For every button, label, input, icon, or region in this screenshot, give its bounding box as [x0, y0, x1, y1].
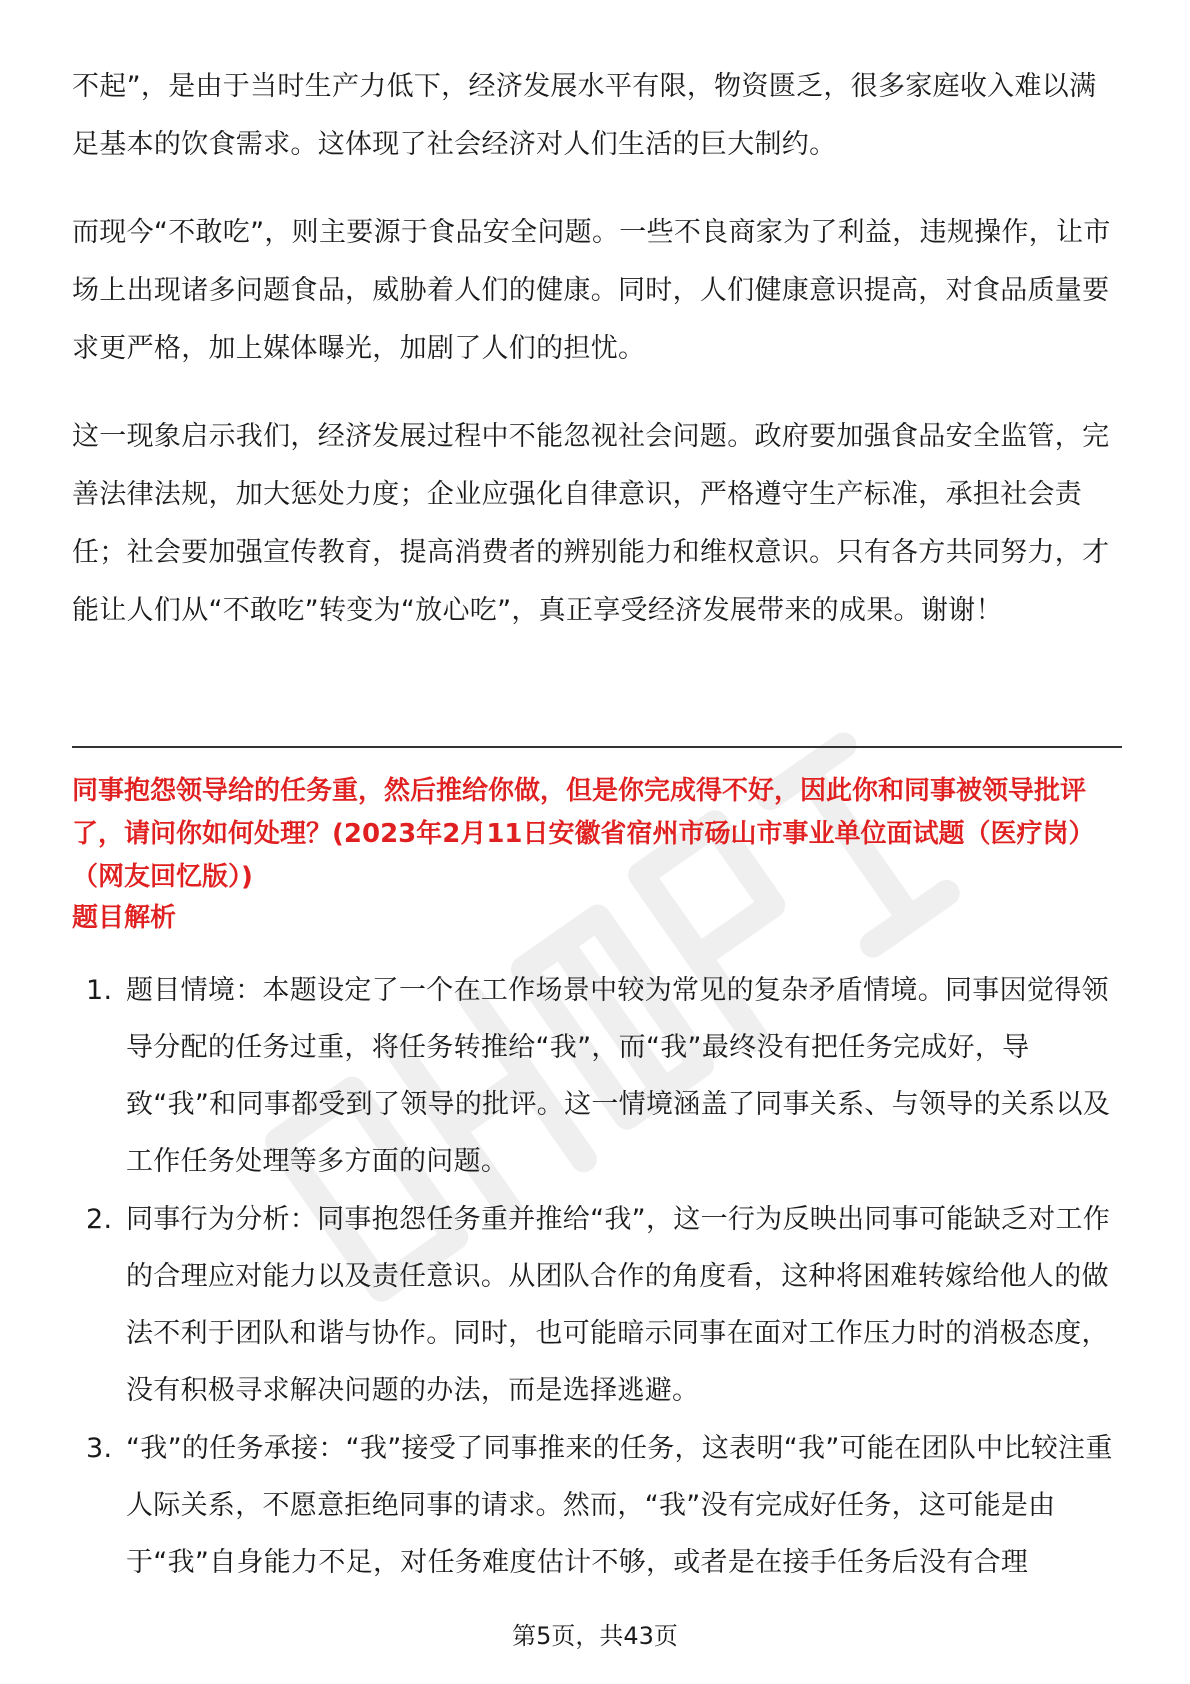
paragraph: 而现今“不敢吃”，则主要源于食品安全问题。一些不良商家为了利益，违规操作，让市场上出现诸多问题食品，威胁着人们的健康。同时，人们健康意识提高，对食品质量要求更严格，加上媒体曝光，加剧了人们的担忧。 [72, 217, 1111, 364]
analysis-title: 题目解析 [72, 903, 177, 933]
list-text: 同事行为分析：同事抱怨任务重并推给“我”，这一行为反映出同事可能缺乏对工作的合理应对能力以及责任意识。从团队合作的角度看，这种将困难转嫁给他人的做法不利于团队和谐与协作。同时，也可能暗示同事在面对工作压力时的消极态度，没有积极寻求解决问题的办法，而是选择逃避。 [126, 1204, 1111, 1406]
page-number: 第5页，共43页 [512, 1622, 678, 1650]
section-divider [72, 746, 1122, 748]
list-text: 题目情境：本题设定了一个在工作场景中较为常见的复杂矛盾情境。同事因觉得领导分配的任务过重，将任务转推给“我”，而“我”最终没有把任务完成好，导致“我”和同事都受到了领导的批评。这一情境涵盖了同事关系、与领导的关系以及工作任务处理等多方面的问题。 [126, 975, 1111, 1177]
paragraph: 这一现象启示我们，经济发展过程中不能忽视社会问题。政府要加强食品安全监管，完善法律法规，加大惩处力度；企业应强化自律意识，严格遵守生产标准，承担社会责任；社会要加强宣传教育，提高消费者的辨别能力和维权意识。只有各方共同努力，才能让人们从“不敢吃”转变为“放心吃”，真正享受经济发展带来的成果。谢谢！ [72, 421, 1110, 626]
list-item [72, 1191, 1122, 1419]
list-text: “我”的任务承接：“我”接受了同事推来的任务，这表明“我”可能在团队中比较注重人际关系，不愿意拒绝同事的请求。然而，“我”没有完成好任务，这可能是由于“我”自身能力不足，对任务难度估计不够，或者是在接手任务后没有合理 [126, 1433, 1113, 1578]
analysis-list [72, 962, 1122, 1592]
paragraph: 不起”，是由于当时生产力低下，经济发展水平有限，物资匮乏，很多家庭收入难以满足基本的饮食需求。这体现了社会经济对人们生活的巨大制约。 [72, 71, 1097, 160]
list-number: 2. [86, 1204, 113, 1235]
list-number: 3. [86, 1433, 113, 1464]
list-item [72, 1420, 1122, 1591]
list-item [72, 962, 1122, 1190]
body-text [72, 58, 1122, 670]
list-number: 1. [86, 975, 113, 1006]
question-heading: 同事抱怨领导给的任务重，然后推给你做，但是你完成得不好，因此你和同事被领导批评了，请问你如何处理？(2023年2月11日安徽省宿州市砀山市事业单位面试题（医疗岗）（网友回忆版）) [72, 776, 1095, 892]
